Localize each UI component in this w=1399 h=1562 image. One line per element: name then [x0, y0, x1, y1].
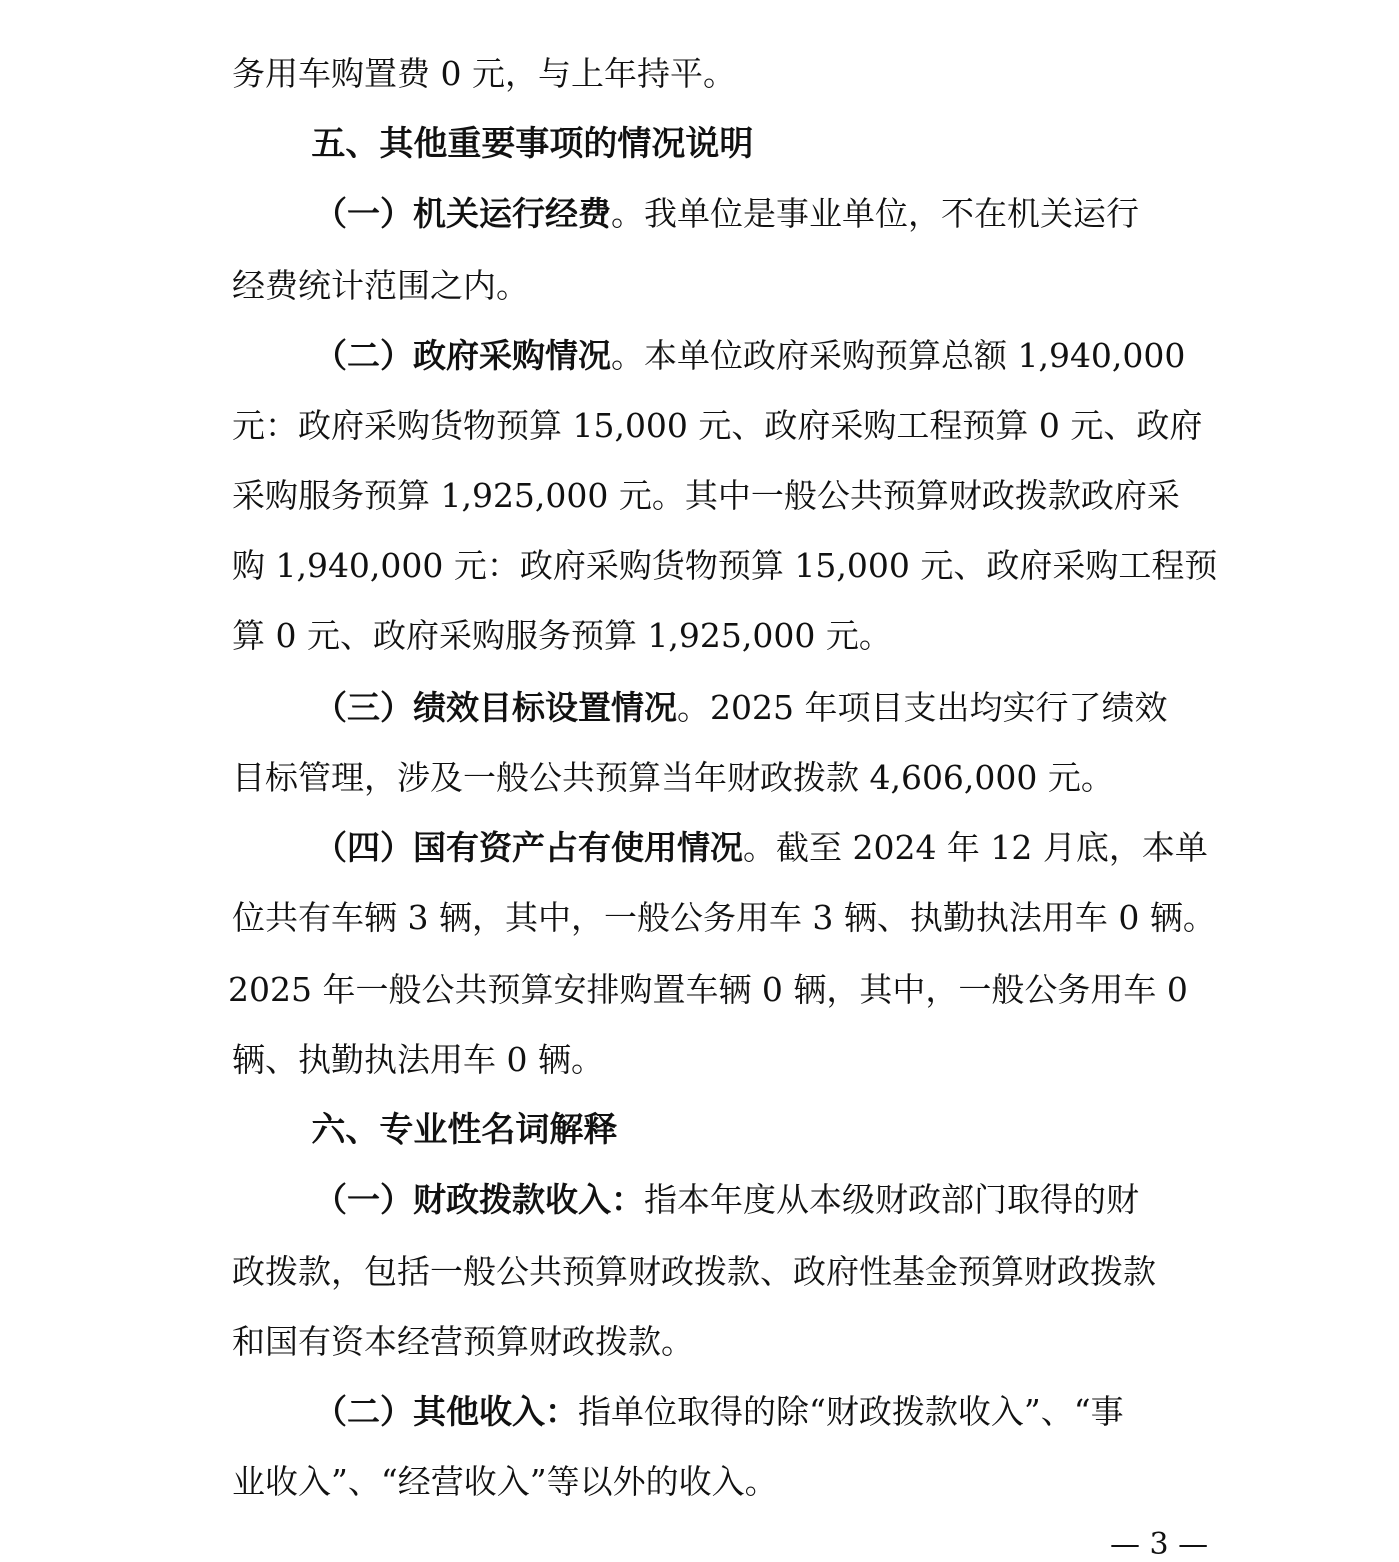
- line-text: 目标管理，涉及一般公共预算当年财政拨款 4,606,000 元。: [231, 758, 1114, 797]
- line-text: 指本年度从本级财政部门取得的财: [643, 1180, 1139, 1219]
- line-text: 政拨款，包括一般公共预算财政拨款、政府性基金预算财政拨款: [231, 1252, 1156, 1291]
- paragraph-lead: （四）国有资产占有使用情况: [313, 828, 743, 867]
- line-text: 业收入”、“经营收入”等以外的收入。: [231, 1462, 778, 1501]
- line-text: 务用车购置费 0 元，与上年持平。: [231, 54, 736, 93]
- line-text: 。截至 2024 年 12 月底，本单: [742, 828, 1208, 867]
- paragraph-line: [0, 1422, 1399, 1542]
- line-text: 。2025 年项目支出均实行了绩效: [676, 688, 1168, 727]
- line-text: 辆、执勤执法用车 0 辆。: [231, 1040, 604, 1079]
- heading-text: 六、专业性名词解释: [311, 1110, 618, 1150]
- line-text: 和国有资本经营预算财政拨款。: [231, 1322, 694, 1361]
- paragraph-lead: （二）政府采购情况: [313, 336, 611, 375]
- line-text: 。本单位政府采购预算总额 1,940,000: [610, 336, 1186, 375]
- line-text: 算 0 元、政府采购服务预算 1,925,000 元。: [231, 616, 892, 655]
- line-text: 采购服务预算 1,925,000 元。其中一般公共预算财政拨款政府采: [231, 476, 1180, 515]
- line-text: 2025 年一般公共预算安排购置车辆 0 辆，其中，一般公务用车 0: [227, 970, 1188, 1009]
- line-text: 购 1,940,000 元：政府采购货物预算 15,000 元、政府采购工程预: [231, 546, 1218, 585]
- page-number: — 3 —: [1110, 1527, 1209, 1562]
- line-text: 元：政府采购货物预算 15,000 元、政府采购工程预算 0 元、政府: [231, 406, 1203, 445]
- heading-text: 五、其他重要事项的情况说明: [311, 124, 754, 164]
- line-text: 经费统计范围之内。: [231, 266, 529, 305]
- paragraph-lead: （三）绩效目标设置情况: [313, 688, 677, 727]
- paragraph-lead: （二）其他收入：: [313, 1392, 578, 1431]
- line-text: 。我单位是事业单位，不在机关运行: [610, 194, 1139, 233]
- paragraph-lead: （一）机关运行经费: [313, 194, 611, 233]
- line-text: 位共有车辆 3 辆，其中，一般公务用车 3 辆、执勤执法用车 0 辆。: [231, 898, 1216, 937]
- line-text: 指单位取得的除“财政拨款收入”、“事: [577, 1392, 1124, 1431]
- paragraph-lead: （一）财政拨款收入：: [313, 1180, 644, 1219]
